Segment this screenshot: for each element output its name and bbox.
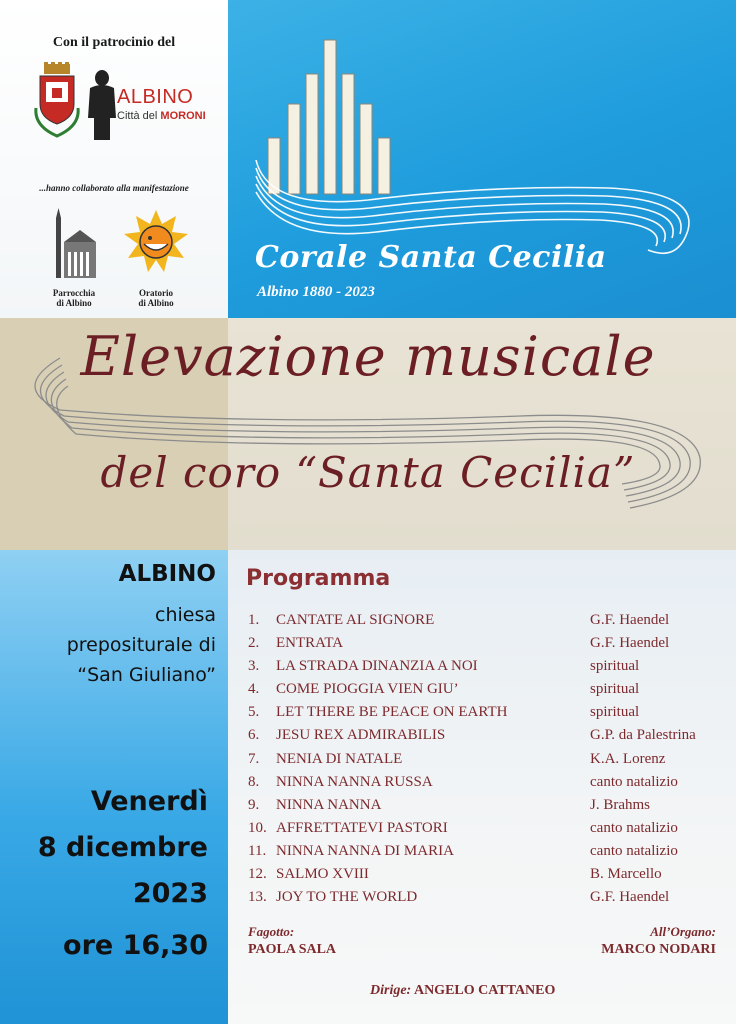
item-author: K.A. Lorenz xyxy=(590,750,666,767)
oratorio-line2: di Albino xyxy=(138,298,174,308)
event-date: 8 dicembre xyxy=(37,832,208,863)
venue-line2: prepositurale di xyxy=(66,634,216,656)
item-author: spiritual xyxy=(590,681,640,698)
item-author: G.F. Haendel xyxy=(590,889,670,906)
program-item xyxy=(248,771,728,794)
item-title: NINNA NANNA xyxy=(276,796,382,813)
conductor-label: Dirige: xyxy=(370,983,412,998)
program-item xyxy=(248,748,728,771)
program-item xyxy=(248,678,728,701)
item-title: CANTATE AL SIGNORE xyxy=(276,612,435,628)
program-list xyxy=(248,609,728,909)
program-item xyxy=(248,817,728,840)
albino-city-name: ALBINO xyxy=(117,86,194,108)
bassoon-label: Fagotto: xyxy=(248,924,295,939)
item-number: 4. xyxy=(248,681,260,698)
item-title: JOY TO THE WORLD xyxy=(276,889,418,906)
parrocchia-caption xyxy=(44,288,104,308)
oratorio-line1: Oratorio xyxy=(139,288,173,298)
item-title: NINNA NANNA DI MARIA xyxy=(276,842,454,859)
conductor-line xyxy=(370,983,555,999)
item-author: spiritual xyxy=(590,658,640,675)
item-number: 3. xyxy=(248,658,260,675)
program-item xyxy=(248,632,728,655)
item-author: G.F. Haendel xyxy=(590,612,670,628)
item-number: 12. xyxy=(248,866,267,883)
venue-line1: chiesa xyxy=(155,604,216,626)
item-title: NENIA DI NATALE xyxy=(276,750,403,767)
parrocchia-line2: di Albino xyxy=(56,298,92,308)
program-heading: Programma xyxy=(246,566,391,591)
program-item xyxy=(248,701,728,724)
item-author: G.F. Haendel xyxy=(590,635,670,652)
item-author: canto natalizio xyxy=(590,842,678,859)
choir-years: Albino 1880 - 2023 xyxy=(257,284,375,300)
item-title: JESU REX ADMIRABILIS xyxy=(276,727,446,744)
program-item xyxy=(248,840,728,863)
item-title: SALMO XVIII xyxy=(276,866,369,883)
concert-title: Elevazione musicale xyxy=(80,325,656,388)
program-item xyxy=(248,886,728,909)
program-item xyxy=(248,609,728,632)
item-author: G.P. da Palestrina xyxy=(590,727,696,744)
event-year: 2023 xyxy=(132,878,208,909)
organ-performer: MARCO NODARI xyxy=(601,942,716,957)
item-author: spiritual xyxy=(590,704,640,721)
item-number: 10. xyxy=(248,819,267,836)
venue-city: ALBINO xyxy=(118,561,216,587)
program-item xyxy=(248,724,728,747)
bassoon-performer: PAOLA SALA xyxy=(248,942,337,957)
item-title: ENTRATA xyxy=(276,635,344,652)
item-number: 9. xyxy=(248,796,260,813)
item-number: 7. xyxy=(248,750,260,767)
concert-subtitle: del coro “Santa Cecilia” xyxy=(100,448,636,497)
oratorio-sun-icon xyxy=(124,210,188,274)
item-title: AFFRETTATEVI PASTORI xyxy=(276,819,448,836)
oratorio-caption xyxy=(126,288,186,308)
item-title: NINNA NANNA RUSSA xyxy=(276,773,433,790)
city-sub-highlight: MORONI xyxy=(160,110,206,122)
item-author: canto natalizio xyxy=(590,819,678,836)
item-number: 1. xyxy=(248,612,260,628)
program-item xyxy=(248,794,728,817)
event-day: Venerdì xyxy=(90,786,208,817)
albino-city-subtitle xyxy=(117,110,206,122)
item-number: 6. xyxy=(248,727,260,744)
item-title: LET THERE BE PEACE ON EARTH xyxy=(276,704,508,721)
item-title: COME PIOGGIA VIEN GIU’ xyxy=(276,681,459,698)
item-title: LA STRADA DINANZIA A NOI xyxy=(276,658,478,675)
item-author: canto natalizio xyxy=(590,773,678,790)
item-number: 8. xyxy=(248,773,260,790)
item-number: 13. xyxy=(248,889,267,906)
program-item xyxy=(248,655,728,678)
venue-line3: “San Giuliano” xyxy=(77,664,216,686)
city-sub-prefix: Città del xyxy=(117,110,158,122)
item-author: J. Brahms xyxy=(590,796,650,813)
choir-name: Corale Santa Cecilia xyxy=(255,240,607,275)
item-number: 5. xyxy=(248,704,260,721)
organ-label: All’Organo: xyxy=(650,924,716,939)
program-item xyxy=(248,863,728,886)
church-icon xyxy=(50,208,98,280)
patrocinio-text: Con il patrocinio del xyxy=(52,35,176,50)
item-number: 11. xyxy=(248,842,267,859)
item-number: 2. xyxy=(248,635,260,652)
collaboration-text: ...hanno collaborato alla manifestazione xyxy=(39,183,189,193)
event-time: ore 16,30 xyxy=(63,930,208,961)
parrocchia-line1: Parrocchia xyxy=(52,288,96,298)
conductor-name: ANGELO CATTANEO xyxy=(413,983,556,998)
item-author: B. Marcello xyxy=(590,866,662,883)
